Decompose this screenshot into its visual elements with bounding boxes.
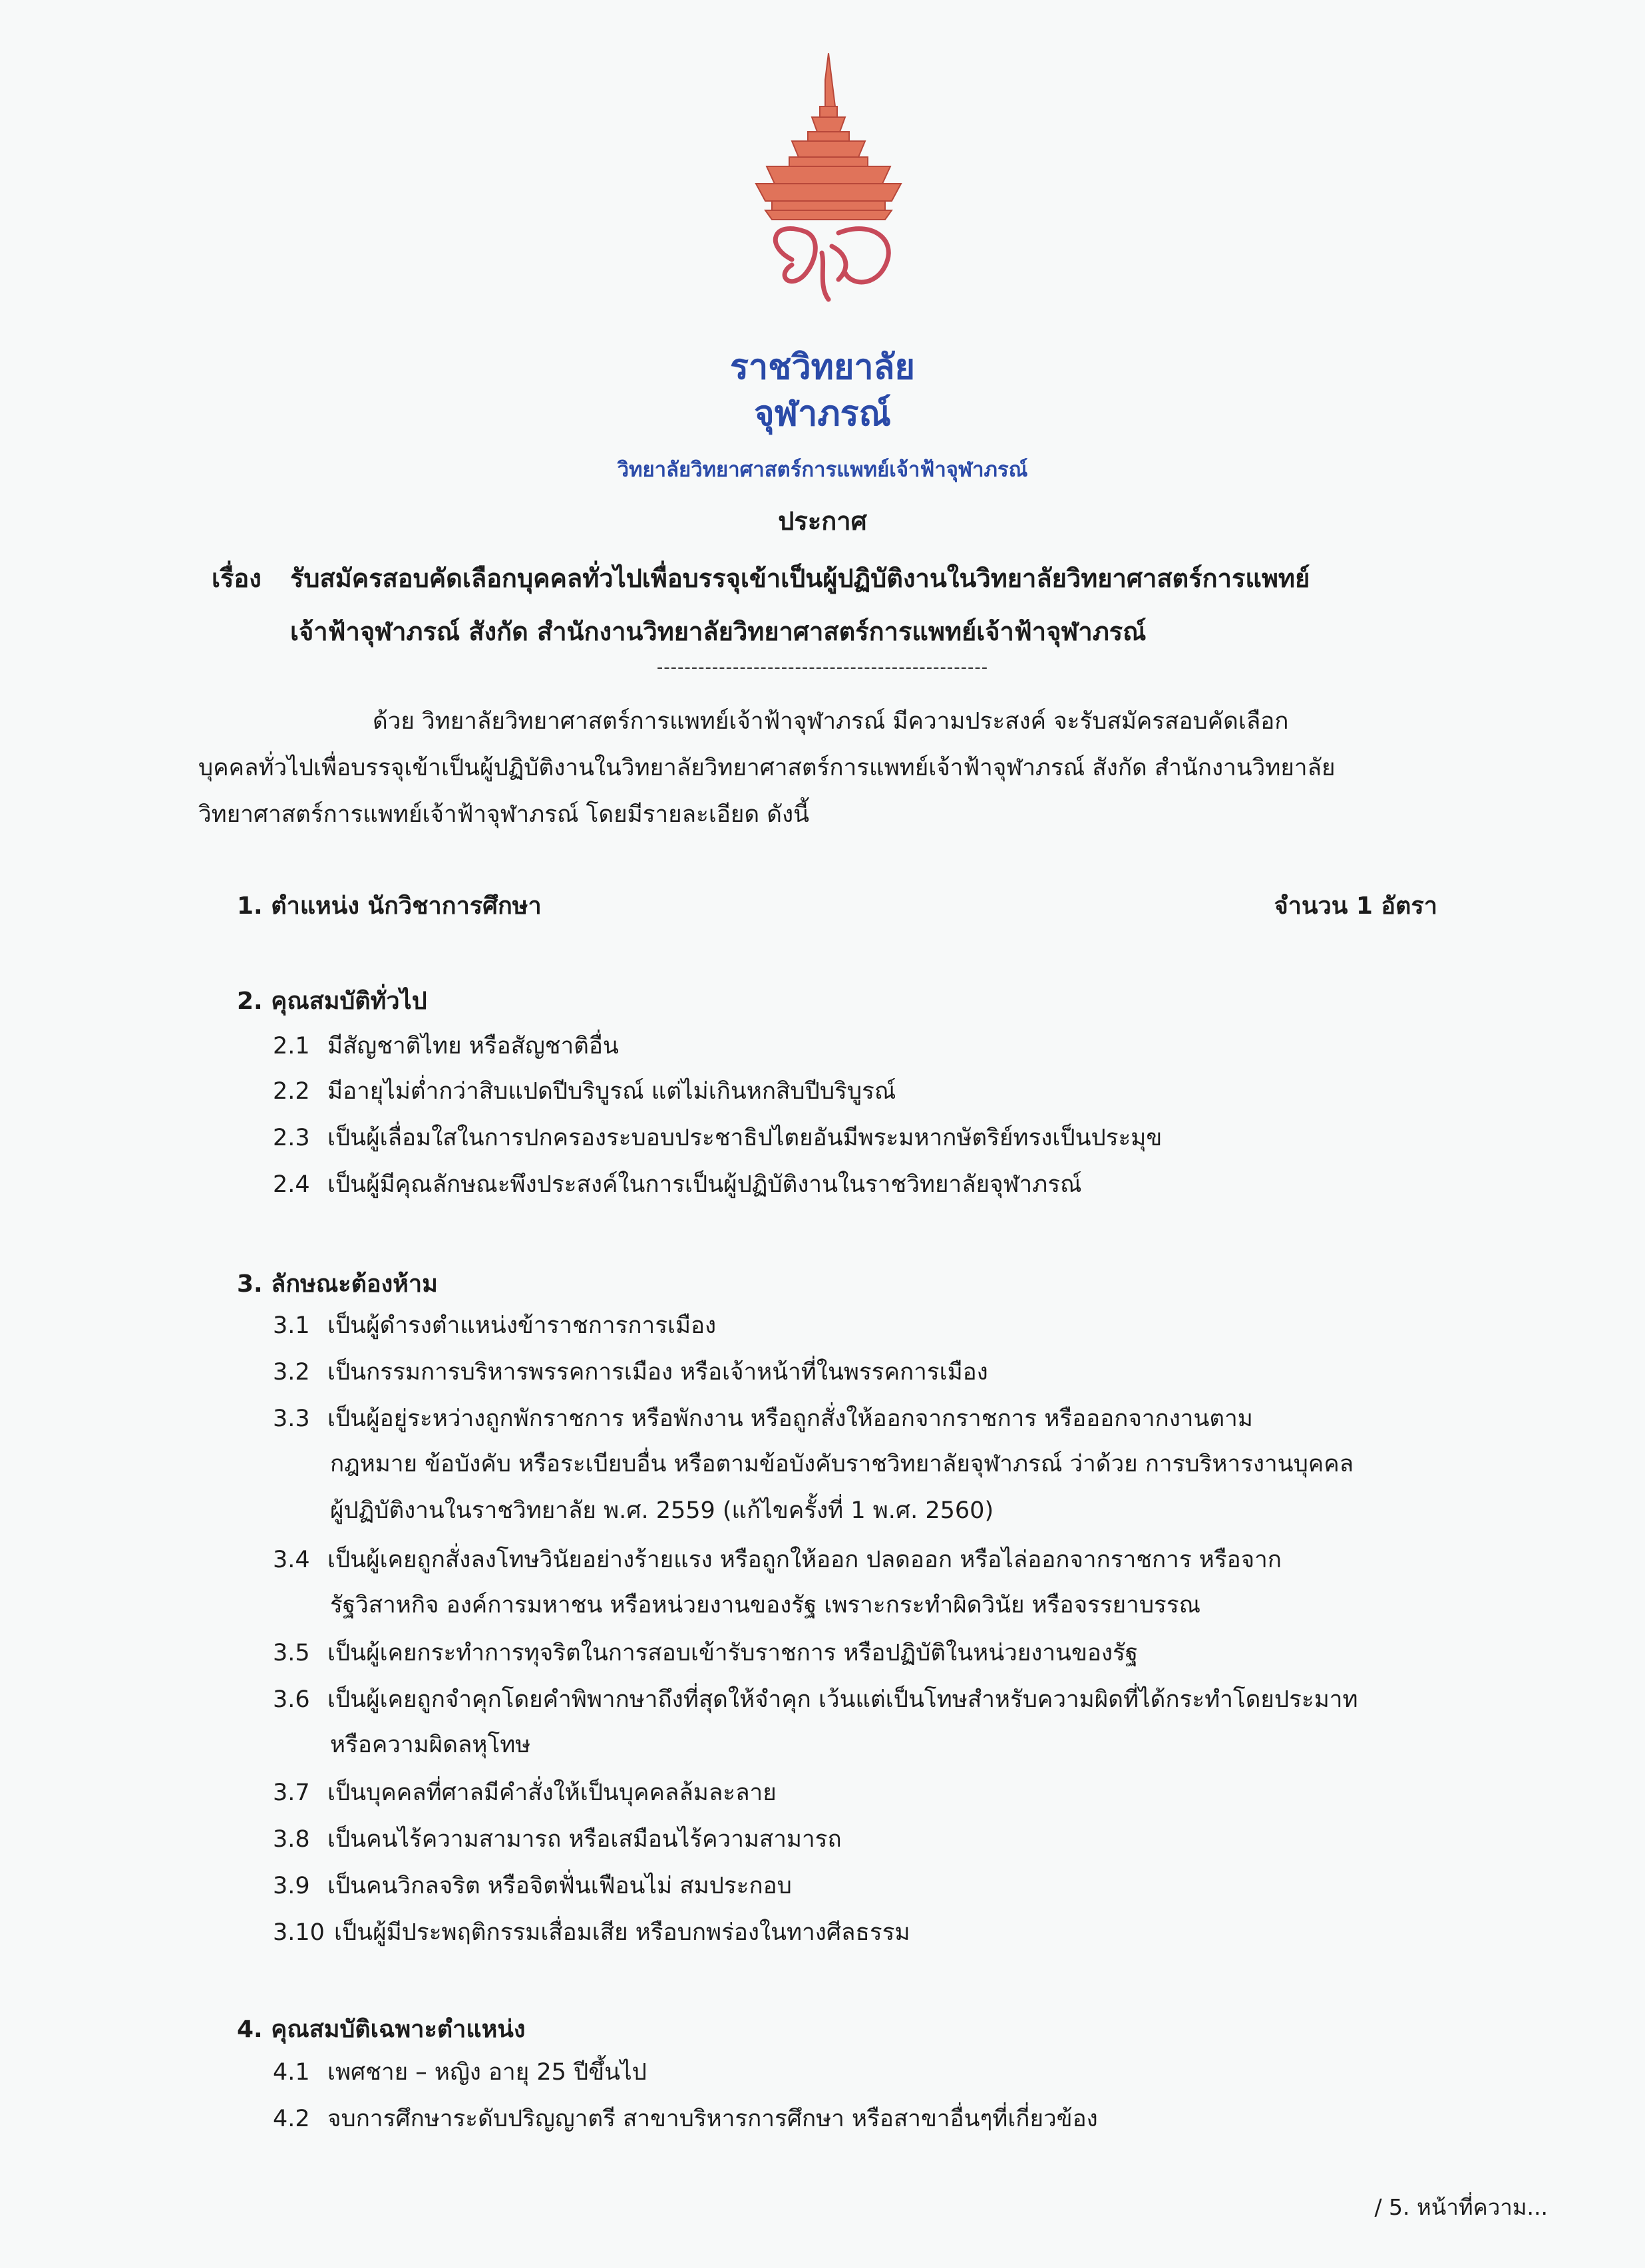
item-text: มีสัญชาติไทย หรือสัญชาติอื่น (327, 1033, 619, 1059)
subject-label: เรื่อง (212, 564, 262, 593)
section-1-heading: 1. ตำแหน่ง นักวิชาการศึกษา (237, 892, 542, 920)
item-number: 4.2 (273, 2106, 310, 2132)
item-text: เป็นผู้อยู่ระหว่างถูกพักราชการ หรือพักงาน หรือถูกสั่งให้ออกจากราชการ หรือออกจากงานตาม (327, 1406, 1253, 1432)
institution-name-line2: จุฬาภรณ์ (754, 394, 891, 434)
item-continuation: หรือความผิดลหุโทษ (330, 1732, 531, 1758)
item-text: จบการศึกษาระดับปริญญาตรี สาขาบริหารการศึกษา หรือสาขาอื่นๆที่เกี่ยวข้อง (327, 2106, 1098, 2132)
item-number: 3.1 (273, 1312, 310, 1339)
item-text: เป็นคนวิกลจริต หรือจิตฟั่นเฟือนไม่ สมประกอบ (327, 1873, 792, 1899)
intro-paragraph-line-3: วิทยาศาสตร์การแพทย์เจ้าฟ้าจุฬาภรณ์ โดยมีรายละเอียด ดังนี้ (198, 801, 810, 828)
institution-subname: วิทยาลัยวิทยาศาสตร์การแพทย์เจ้าฟ้าจุฬาภรณ์ (617, 458, 1028, 482)
item-text: เป็นผู้ดำรงตำแหน่งข้าราชการการเมือง (327, 1312, 717, 1339)
section-2-heading: 2. คุณสมบัติทั่วไป (237, 988, 427, 1015)
item-text: เป็นผู้เคยกระทำการทุจริตในการสอบเข้ารับราชการ หรือปฏิบัติในหน่วยงานของรัฐ (327, 1640, 1139, 1666)
item-number: 3.8 (273, 1826, 310, 1853)
item-number: 2.4 (273, 1171, 310, 1198)
institution-name: ราชวิทยาลัย (730, 347, 915, 387)
item-number: 3.4 (273, 1547, 310, 1573)
item-text: เป็นผู้เคยถูกจำคุกโดยคำพิพากษาถึงที่สุดให้จำคุก เว้นแต่เป็นโทษสำหรับความผิดที่ได้กระทำโดยประมาท (327, 1686, 1358, 1713)
item-text: เป็นผู้เลื่อมใสในการปกครองระบอบประชาธิปไตยอันมีพระมหากษัตริย์ทรงเป็นประมุข (327, 1125, 1163, 1151)
section-4-heading: 4. คุณสมบัติเฉพาะตำแหน่ง (237, 2016, 526, 2043)
item-number: 2.3 (273, 1125, 310, 1151)
item-text: มีอายุไม่ต่ำกว่าสิบแปดปีบริบูรณ์ แต่ไม่เกินหกสิบปีบริบูรณ์ (327, 1078, 896, 1105)
intro-paragraph-line-1: ด้วย วิทยาลัยวิทยาศาสตร์การแพทย์เจ้าฟ้าจุฬาภรณ์ มีความประสงค์ จะรับสมัครสอบคัดเลือก (373, 708, 1289, 735)
item-text: เป็นคนไร้ความสามารถ หรือเสมือนไร้ความสามารถ (327, 1826, 842, 1853)
section-3-heading: 3. ลักษณะต้องห้าม (237, 1270, 438, 1298)
item-text: เป็นผู้มีประพฤติกรรมเสื่อมเสีย หรือบกพร่องในทางศีลธรรม (334, 1919, 910, 1946)
intro-paragraph-line-2: บุคคลทั่วไปเพื่อบรรจุเข้าเป็นผู้ปฏิบัติงานในวิทยาลัยวิทยาศาสตร์การแพทย์เจ้าฟ้าจุฬาภรณ์ สังกัด สำนักงานวิทยาลัย (198, 755, 1336, 781)
item-text: เป็นผู้มีคุณลักษณะพึงประสงค์ในการเป็นผู้ปฏิบัติงานในราชวิทยาลัยจุฬาภรณ์ (327, 1171, 1082, 1198)
item-text: เป็นบุคคลที่ศาลมีคำสั่งให้เป็นบุคคลล้มละลาย (327, 1780, 777, 1806)
item-number: 3.5 (273, 1640, 310, 1666)
subject-line-1 (212, 558, 1310, 598)
item-number: 3.9 (273, 1873, 310, 1899)
item-text: เป็นกรรมการบริหารพรรคการเมือง หรือเจ้าหน้าที่ในพรรคการเมือง (327, 1359, 988, 1386)
position-count: จำนวน 1 อัตรา (1274, 892, 1437, 920)
item-number: 3.2 (273, 1359, 310, 1386)
item-text: เป็นผู้เคยถูกสั่งลงโทษวินัยอย่างร้ายแรง หรือถูกให้ออก ปลดออก หรือไล่ออกจากราชการ หรือจาก (327, 1547, 1282, 1573)
item-number: 4.1 (273, 2059, 310, 2086)
item-number: 2.1 (273, 1033, 310, 1059)
page-continuation-note: / 5. หน้าที่ความ... (1374, 2194, 1548, 2220)
item-continuation: ผู้ปฏิบัติงานในราชวิทยาลัย พ.ศ. 2559 (แก้ไขครั้งที่ 1 พ.ศ. 2560) (330, 1497, 994, 1524)
institution-emblem (752, 53, 905, 313)
item-number: 2.2 (273, 1078, 310, 1105)
subject-line-2: เจ้าฟ้าจุฬาภรณ์ สังกัด สำนักงานวิทยาลัยวิทยาศาสตร์การแพทย์เจ้าฟ้าจุฬาภรณ์ (290, 617, 1147, 646)
item-continuation: กฎหมาย ข้อบังคับ หรือระเบียบอื่น หรือตามข้อบังคับราชวิทยาลัยจุฬาภรณ์ ว่าด้วย การบริหารงานบุคคล (330, 1451, 1354, 1477)
separator: ------------------------------------------------ (656, 658, 989, 677)
item-continuation: รัฐวิสาหกิจ องค์การมหาชน หรือหน่วยงานของรัฐ เพราะกระทำผิดวินัย หรือจรรยาบรรณ (330, 1592, 1201, 1618)
item-number: 3.7 (273, 1780, 310, 1806)
item-number: 3.10 (273, 1919, 325, 1946)
item-number: 3.3 (273, 1406, 310, 1432)
item-text: เพศชาย – หญิง อายุ 25 ปีขึ้นไป (327, 2059, 647, 2086)
subject-text-1: รับสมัครสอบคัดเลือกบุคคลทั่วไปเพื่อบรรจุเข้าเป็นผู้ปฏิบัติงานในวิทยาลัยวิทยาศาสตร์การแพทย์ (290, 564, 1310, 593)
announcement-title: ประกาศ (778, 506, 867, 536)
item-number: 3.6 (273, 1686, 310, 1713)
